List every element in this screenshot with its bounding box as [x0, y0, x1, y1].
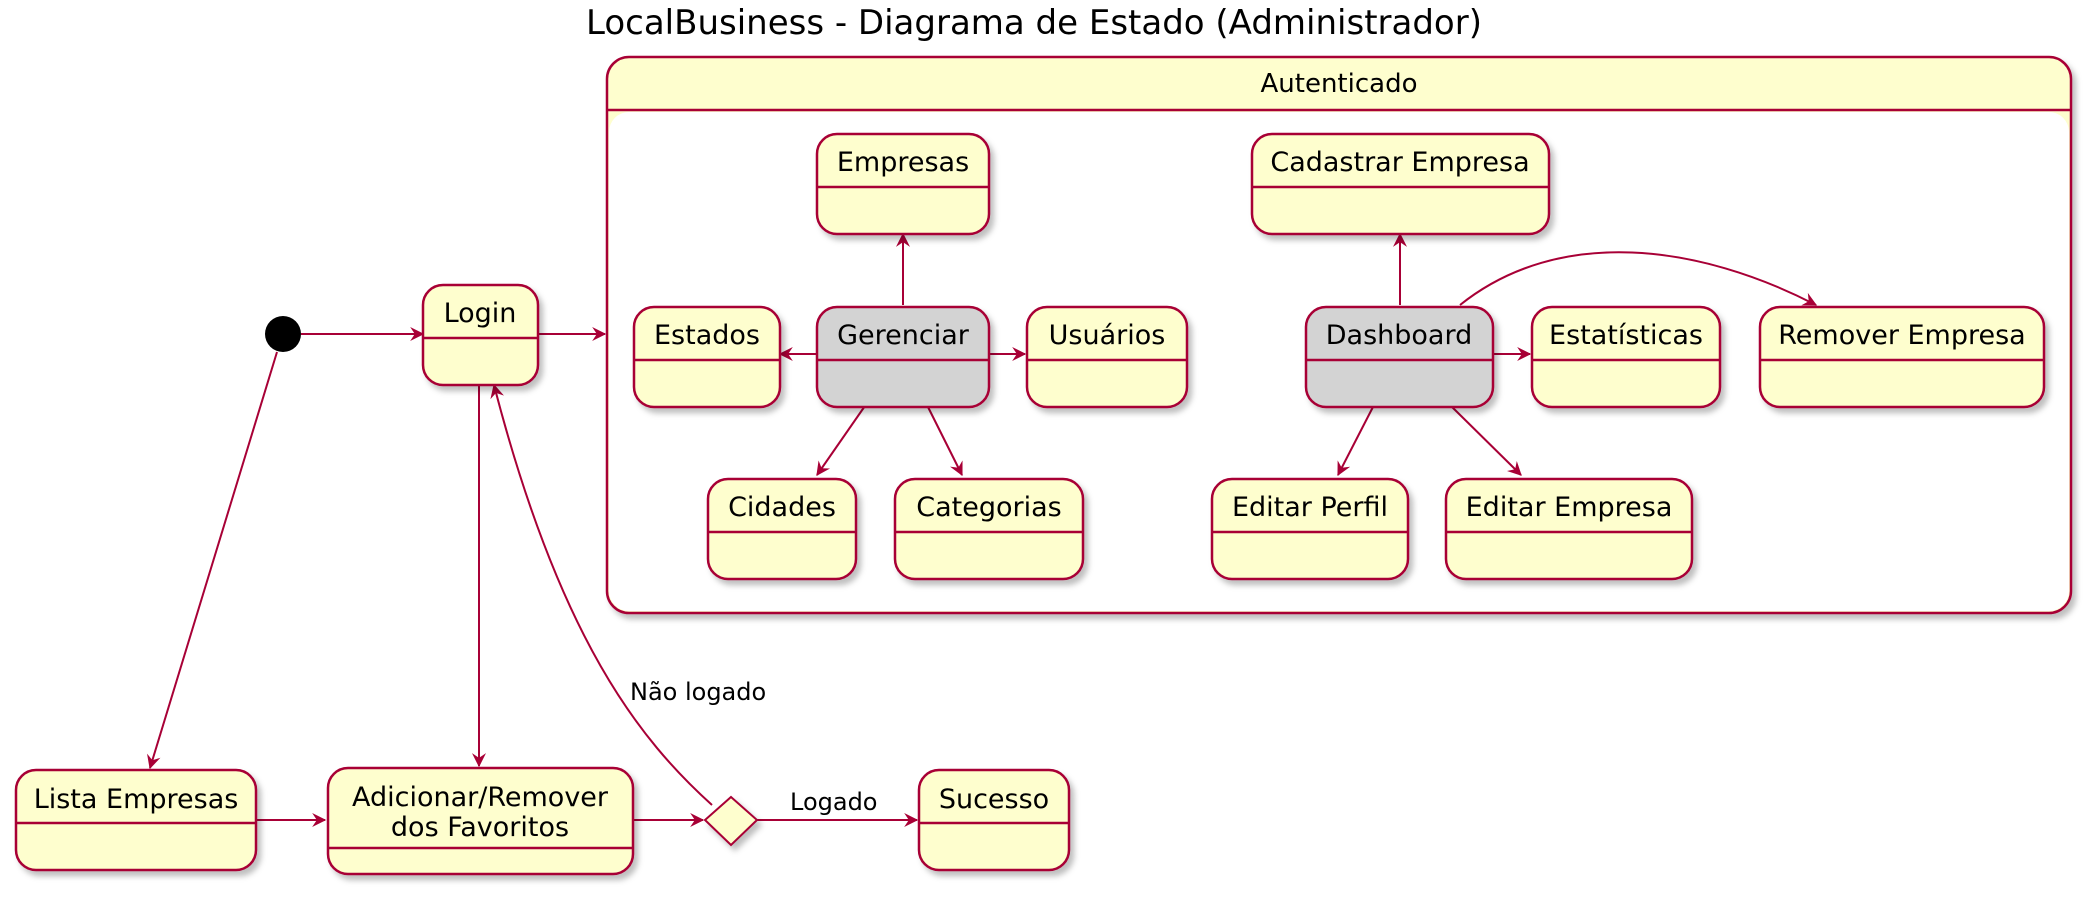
composite-state-label: Autenticado: [1260, 69, 1418, 99]
state-lista-empresas-label: Lista Empresas: [33, 784, 239, 815]
state-remover-empresa-label: Remover Empresa: [1778, 320, 2026, 351]
choice-node: [705, 797, 757, 845]
initial-state: [265, 316, 301, 352]
state-editar-empresa-label: Editar Empresa: [1465, 492, 1673, 523]
state-categorias-label: Categorias: [916, 492, 1062, 523]
state-estatisticas-label: Estatísticas: [1549, 320, 1703, 351]
state-cidades-label: Cidades: [728, 492, 836, 523]
state-adicionar-remover-label-line1: Adicionar/Remover: [351, 782, 609, 813]
state-sucesso-label: Sucesso: [938, 784, 1050, 815]
state-adicionar-remover-label-line2: dos Favoritos: [390, 812, 570, 843]
transition-label-nao-logado: Não logado: [630, 678, 767, 706]
state-empresas-label: Empresas: [836, 147, 970, 178]
diagram-title: LocalBusiness - Diagrama de Estado (Administrador): [586, 3, 1482, 43]
transition-initial-to-lista-empresas: [150, 352, 277, 768]
state-usuarios-label: Usuários: [1048, 320, 1166, 351]
state-login-label: Login: [443, 298, 517, 329]
state-dashboard-label: Dashboard: [1325, 320, 1473, 351]
state-gerenciar-label: Gerenciar: [837, 320, 969, 351]
transition-label-logado: Logado: [790, 788, 878, 816]
state-estados-label: Estados: [654, 320, 760, 351]
state-cadastrar-empresa-label: Cadastrar Empresa: [1270, 147, 1530, 178]
state-editar-perfil-label: Editar Perfil: [1231, 492, 1389, 523]
